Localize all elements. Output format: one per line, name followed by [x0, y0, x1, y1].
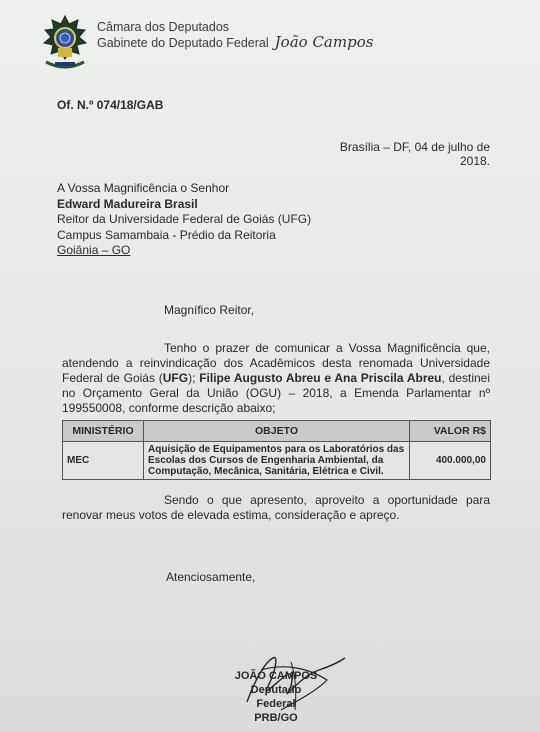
- table-header-object: OBJETO: [144, 421, 410, 442]
- recipient-name: Edward Madureira Brasil: [57, 196, 198, 211]
- recipient-line1: A Vossa Magnificência o Senhor: [57, 181, 230, 195]
- salutation: Magnífico Reitor,: [164, 303, 255, 317]
- body-p1-a: Tenho o prazer de comunicar a Vossa Magnificência que, atendendo a reinvindicação dos Acadêmicos desta renomada Universidade Federal de Goiás (: [62, 341, 490, 385]
- body-paragraph-1: [62, 341, 490, 416]
- table-cell-object: Aquisição de Equipamentos para os Laboratórios das Escolas dos Cursos de Engenharia Ambiental, da Computação, Mecânica, Sanitária, Elétrica e Civil.: [144, 442, 410, 480]
- coat-of-arms-icon: [38, 14, 92, 72]
- body-p2: Sendo o que apresento, aproveito a oportunidade para renovar meus votos de elevada estima, consideração e apreço.: [62, 493, 490, 522]
- body-p1-b: );: [188, 371, 200, 385]
- body-p1-ufg: UFG: [162, 371, 189, 385]
- date-line: Brasília – DF, 04 de julho de 2018.: [339, 140, 490, 168]
- letterhead-line1: Câmara dos Deputados: [97, 20, 230, 34]
- office-number: Of. N.º 074/18/GAB: [57, 98, 164, 112]
- letterhead-office: Gabinete do Deputado Federal: [97, 36, 269, 50]
- recipient-city: Goiânia – GO: [57, 243, 131, 257]
- table-header-ministry: MINISTÉRIO: [63, 421, 144, 442]
- body-p1-names: Filipe Augusto Abreu e Ana Priscila Abreu: [199, 371, 442, 385]
- body-p1-c: , destinei no Orçamento Geral da União (OGU) – 2018, a Emenda Parlamentar nº 199550008, conforme descrição abaixo;: [62, 371, 490, 415]
- signature-party: PRB/GO: [254, 712, 298, 724]
- letterhead: [97, 20, 373, 51]
- signature-name: JOÃO CAMPOS: [234, 670, 318, 682]
- recipient-line3: Reitor da Universidade Federal de Goiás (UFG): [57, 212, 312, 226]
- letterhead-script-name: João Campos: [274, 33, 374, 51]
- table-cell-ministry: MEC: [63, 442, 144, 480]
- closing: Atenciosamente,: [166, 570, 256, 584]
- table-header-value: VALOR R$: [410, 421, 491, 442]
- body-paragraph-2: [62, 493, 490, 523]
- table-row: [63, 442, 491, 480]
- recipient-line4: Campus Samambaia - Prédio da Reitoria: [57, 227, 276, 242]
- table-cell-value: 400.000,00: [410, 442, 491, 480]
- letterhead-line2: [97, 35, 373, 51]
- signature-title: Deputado Federal: [250, 684, 302, 710]
- recipient-block: [57, 181, 311, 259]
- amendment-table: [62, 420, 491, 480]
- signature-block: [231, 669, 321, 725]
